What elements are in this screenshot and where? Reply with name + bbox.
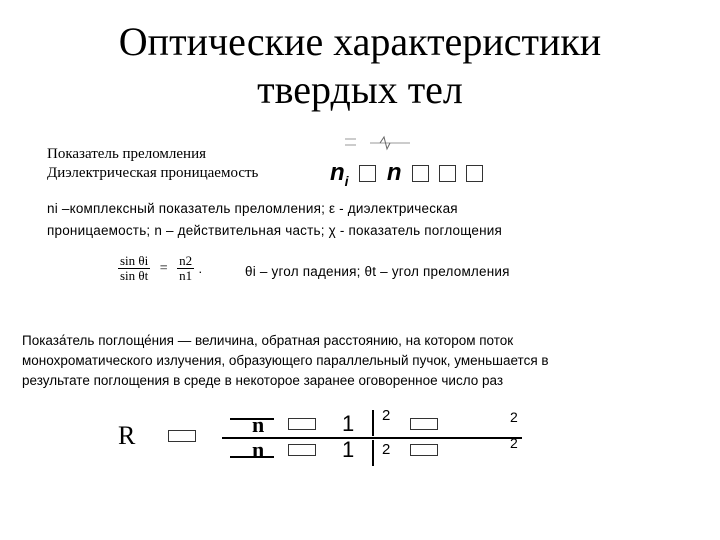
absorption-definition xyxy=(22,331,702,391)
placeholder-box xyxy=(359,165,376,182)
snell-denominator: sin θt xyxy=(120,268,149,283)
placeholder-box xyxy=(288,444,316,456)
optical-labels xyxy=(47,145,258,183)
two-num: 2 xyxy=(382,407,391,424)
snell-n2: n2 xyxy=(179,253,193,268)
ni-symbol: $n_i$ xyxy=(330,159,349,189)
definition-line-2: проницаемость; n – действительная часть; χ - показатель поглощения xyxy=(47,223,503,238)
placeholder-box xyxy=(412,165,429,182)
complex-index-formula xyxy=(330,133,470,193)
equals-sign: = xyxy=(159,260,168,276)
two-den: 2 xyxy=(382,441,391,458)
one-num: 1 xyxy=(342,411,355,436)
snell-numerator: sin θi xyxy=(120,253,149,268)
fraction-bar xyxy=(222,437,522,439)
exp-two-den: 2 xyxy=(510,435,518,451)
placeholder-box xyxy=(439,165,456,182)
placeholder-box xyxy=(168,430,196,442)
R-symbol: R xyxy=(118,421,136,450)
placeholder-box xyxy=(466,165,483,182)
title-line-1: Оптические характеристики xyxy=(118,19,602,64)
formula-scribble xyxy=(340,133,480,158)
definitions xyxy=(47,198,502,242)
snell-right-fraction xyxy=(177,254,194,283)
placeholder-box xyxy=(410,444,438,456)
snell-formula: $\frac{\text{sin θi}}{\text{sin θt}}$ = $\frac{n2}{n1}$ . xyxy=(120,253,203,283)
definition-line-1: ni –комплексный показатель преломления; ε - диэлектрическая xyxy=(47,201,458,216)
snell-left-fraction xyxy=(118,254,150,283)
reflectance-formula xyxy=(110,407,530,470)
placeholder-box xyxy=(288,418,316,430)
permittivity-label: Диэлектрическая проницаемость xyxy=(47,165,259,181)
page-title xyxy=(0,18,720,114)
n-den: n xyxy=(252,437,265,462)
bracket-bar xyxy=(372,440,374,466)
exp-two-num: 2 xyxy=(510,409,518,425)
absorption-line-1: Показа́тель поглоще́ния — величина, обратная расстоянию, на котором поток xyxy=(22,333,514,348)
snell-n1: n1 xyxy=(179,268,193,283)
one-den: 1 xyxy=(342,437,355,462)
absorption-line-3: результате поглощения в среде в некоторое заранее оговоренное число раз xyxy=(22,373,504,388)
angles-description: θi – угол падения; θt – угол преломления xyxy=(245,264,510,279)
n-symbol: n xyxy=(386,159,402,186)
placeholder-box xyxy=(410,418,438,430)
absorption-line-2: монохроматического излучения, образующего параллельный пучок, уменьшается в xyxy=(22,353,549,368)
bracket-bar xyxy=(372,410,374,436)
title-line-2: твердых тел xyxy=(257,67,463,112)
refraction-label: Показатель преломления xyxy=(47,146,207,162)
n-num: n xyxy=(252,412,265,437)
